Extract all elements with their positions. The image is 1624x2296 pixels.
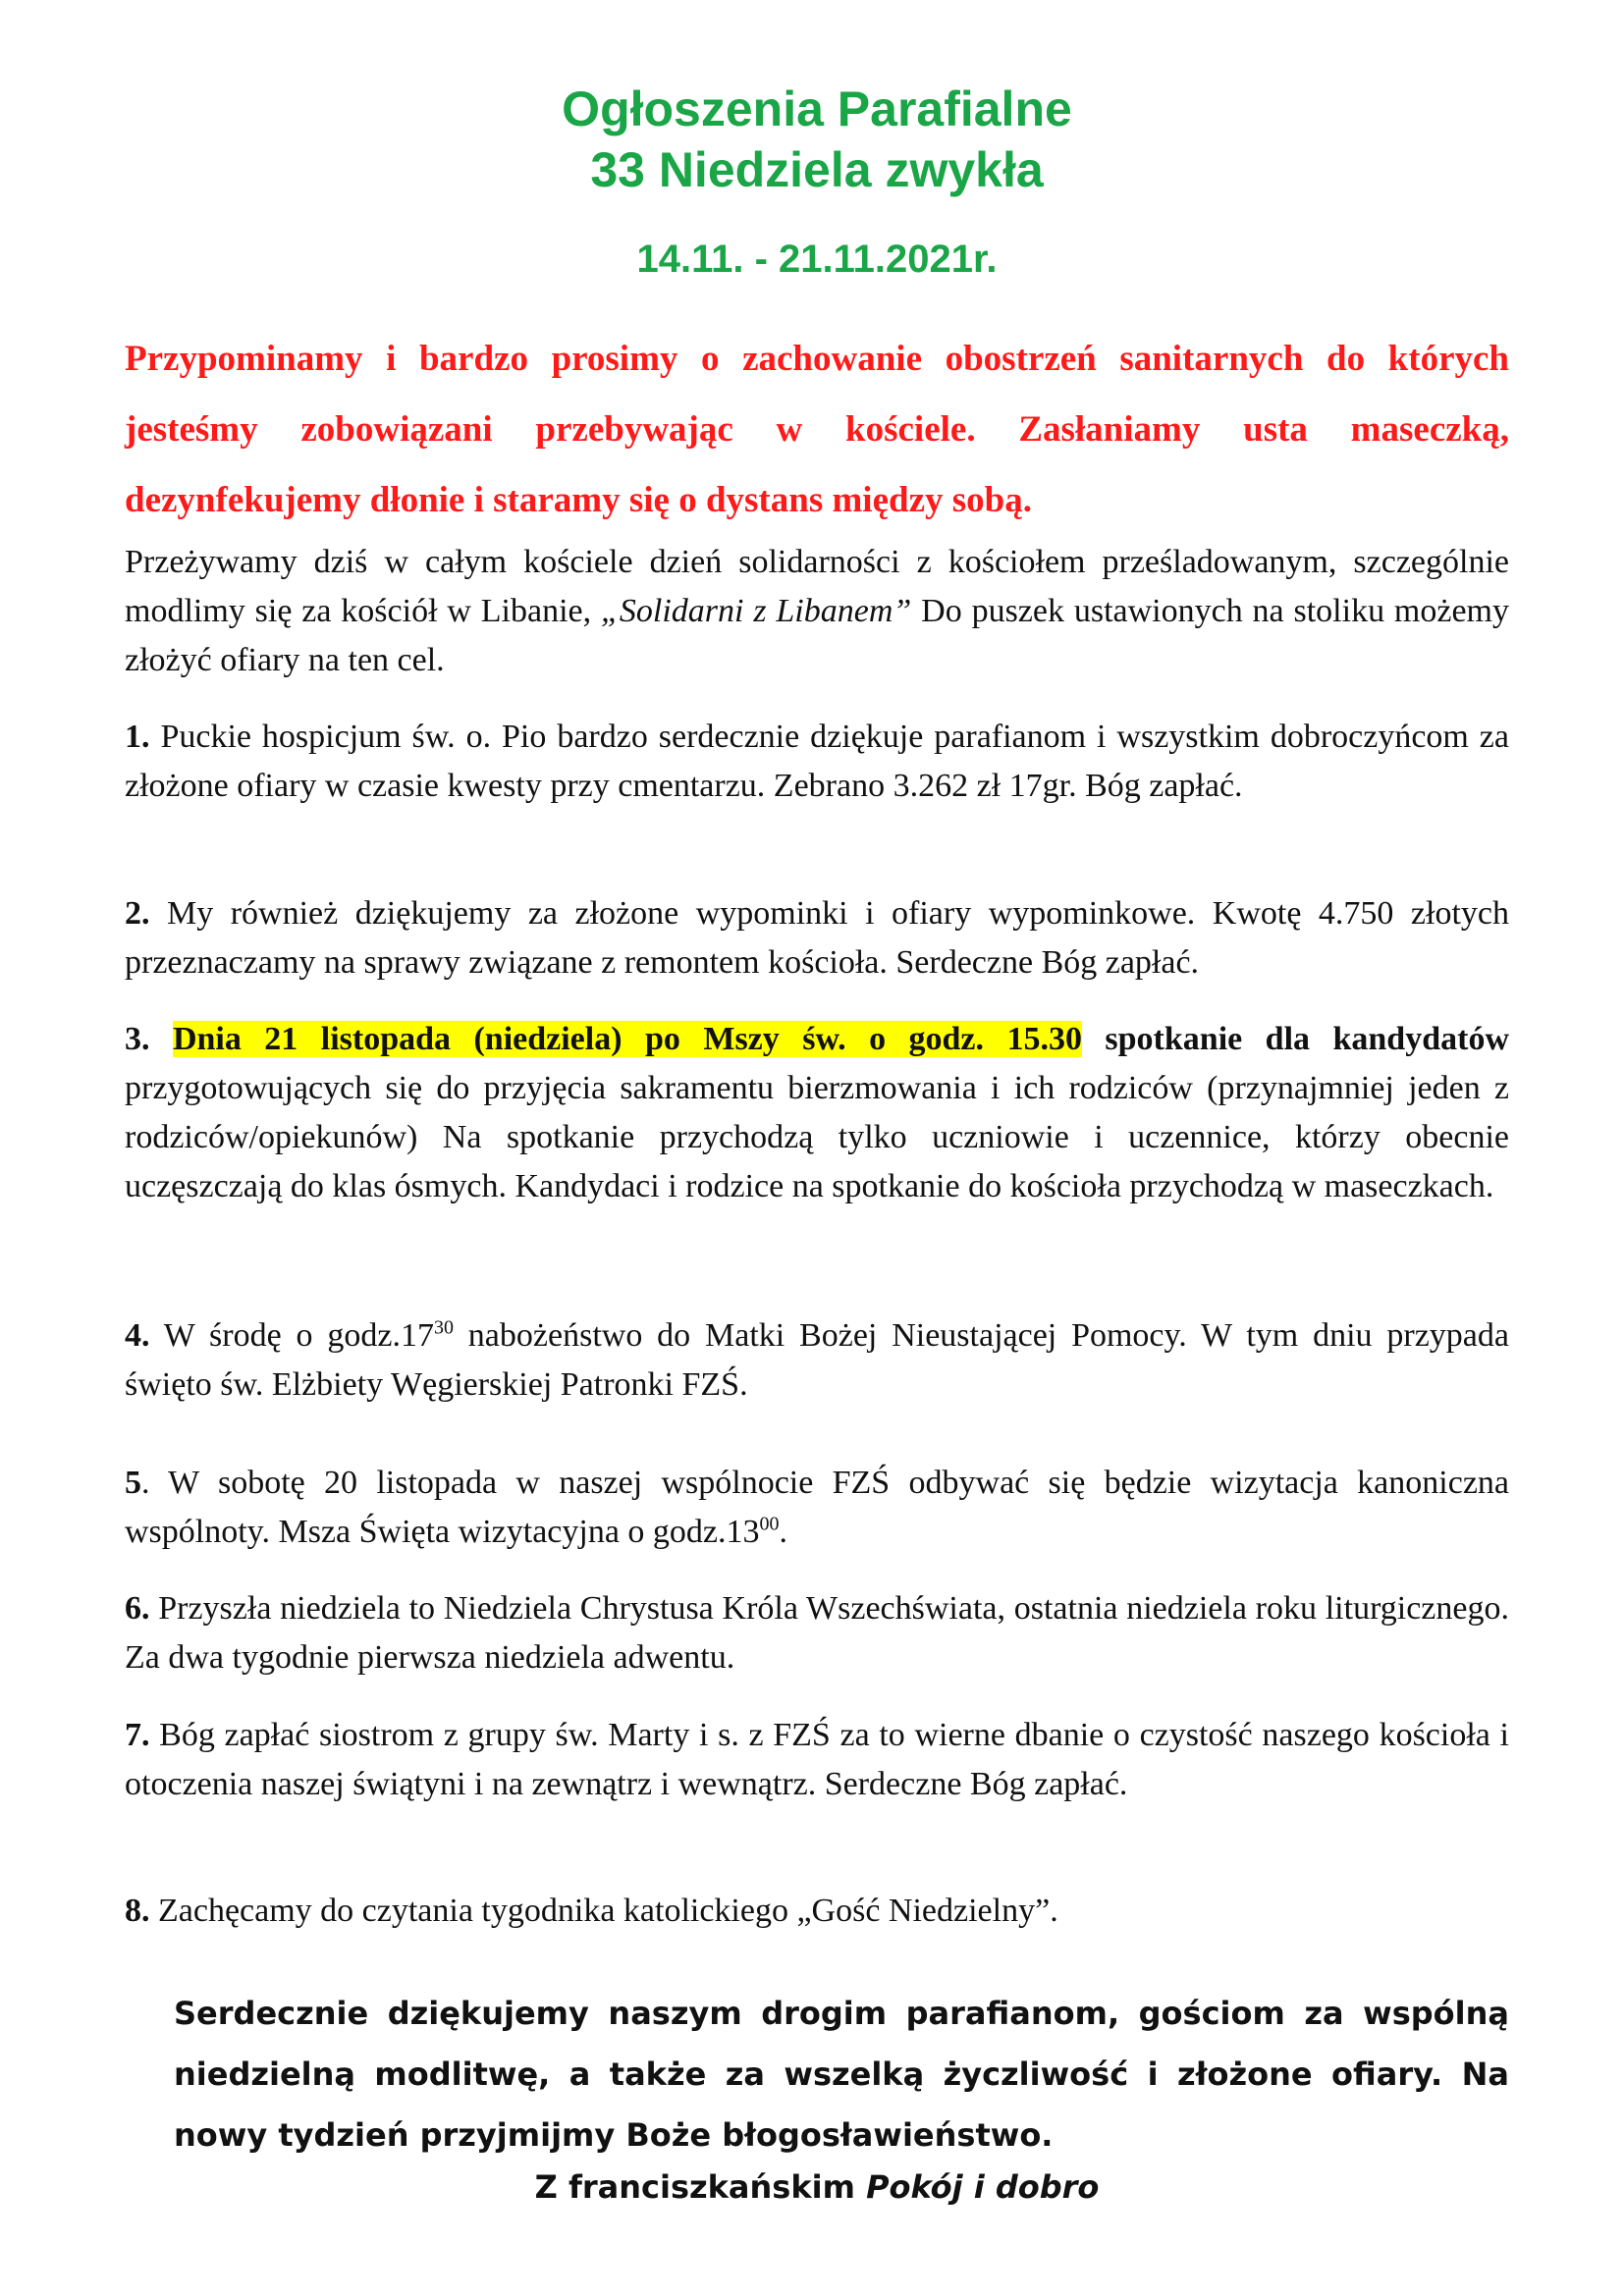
- announcement-1: [125, 713, 1509, 811]
- announcement-number: 4.: [125, 1317, 150, 1354]
- intro-italic: „Solidarni z Libanem”: [600, 593, 912, 629]
- announcement-text: My również dziękujemy za złożone wypominki i ofiary wypominkowe. Kwotę 4.750 złotych przeznaczamy na sprawy związane z remontem kościoła. Serdeczne Bóg zapłać.: [125, 895, 1509, 981]
- time-superscript: 00: [759, 1513, 780, 1535]
- intro-text: Przeżywamy dziś w całym kościele dzień solidarności z kościołem prześladowanym, szczególnie modlimy się za kościół w Libanie,: [125, 544, 1509, 629]
- announcement-number: 3.: [125, 1021, 150, 1057]
- announcement-6: [125, 1584, 1509, 1682]
- sanitary-warning: Przypominamy i bardzo prosimy o zachowanie obostrzeń sanitarnych do których jesteśmy zobowiązani przebywając w kościele. Zasłaniamy usta maseczką, dezynfekujemy dłonie i staramy się o dystans między sobą.: [125, 339, 1509, 520]
- announcement-number: 1.: [125, 719, 150, 755]
- announcement-number: 5: [125, 1465, 141, 1501]
- announcement-5: [125, 1459, 1509, 1557]
- intro-text-end: Do puszek ustawionych na stoliku możemy złożyć ofiary na ten cel.: [125, 593, 1509, 678]
- announcement-2: [125, 889, 1509, 988]
- announcement-text: Puckie hospicjum św. o. Pio bardzo serdecznie dziękuje parafianom i wszystkim dobroczyńcom za złożone ofiary w czasie kwesty przy cmentarzu. Zebrano 3.262 zł 17gr. Bóg zapłać.: [125, 719, 1509, 804]
- announcement-number: 7.: [125, 1717, 150, 1753]
- announcement-number: 8.: [125, 1893, 150, 1929]
- announcement-7: [125, 1711, 1509, 1809]
- announcement-8: [125, 1887, 1509, 1936]
- date-range: 14.11. - 21.11.2021r.: [636, 238, 998, 281]
- title-block: [125, 79, 1509, 200]
- announcement-number: 2.: [125, 895, 150, 932]
- closing-thanks: Serdecznie dziękujemy naszym drogim parafianom, gościom za wspólną niedzielną modlitwę, a także za wszelką życzliwość i złożone ofiary. Na nowy tydzień przyjmijmy Boże błogosławieństwo.: [174, 1995, 1509, 2154]
- signature-prefix: Z franciszkańskim: [534, 2168, 867, 2206]
- intro-paragraph: [125, 538, 1509, 685]
- announcement-text: W środę o godz.17: [149, 1317, 434, 1354]
- announcement-text: Zachęcamy do czytania tygodnika katolickiego „Gość Niedzielny”.: [149, 1893, 1058, 1929]
- announcement-text-end: nabożeństwo do Matki Bożej Nieustającej Pomocy. W tym dniu przypada święto św. Elżbiety Węgierskiej Patronki FZŚ.: [125, 1317, 1509, 1403]
- page-subtitle: 33 Niedziela zwykła: [590, 142, 1044, 197]
- announcement-text: . W sobotę 20 listopada w naszej wspólnocie FZŚ odbywać się będzie wizytacja kanoniczna wspólnoty. Msza Święta wizytacyjna o godz.13: [125, 1465, 1509, 1550]
- announcement-text: Bóg zapłać siostrom z grupy św. Marty i s. z FZŚ za to wierne dbanie o czystość naszego kościoła i otoczenia naszej świątyni i na zewnątrz i wewnątrz. Serdeczne Bóg zapłać.: [125, 1717, 1509, 1802]
- highlighted-date: Dnia 21 listopada (niedziela) po Mszy św. o godz. 15.30: [172, 1021, 1082, 1057]
- page-title: Ogłoszenia Parafialne: [562, 81, 1072, 136]
- announcement-text: przygotowujących się do przyjęcia sakramentu bierzmowania i ich rodziców (przynajmniej jeden z rodziców/opiekunów) Na spotkanie przychodzą tylko uczniowie i uczennice, którzy obecnie uczęszczają do klas ósmych. Kandydaci i rodzice na spotkanie do kościoła przychodzą w maseczkach.: [125, 1070, 1509, 1204]
- announcement-number: 6.: [125, 1590, 150, 1627]
- announcement-text-end: .: [779, 1514, 787, 1550]
- announcement-4: [125, 1311, 1509, 1410]
- announcement-bold: spotkanie dla kandydatów: [1081, 1021, 1510, 1057]
- announcement-3: [125, 1015, 1509, 1211]
- time-superscript: 30: [433, 1316, 454, 1339]
- signature: [125, 2165, 1509, 2209]
- signature-italic: Pokój i dobro: [866, 2168, 1100, 2206]
- announcement-text: Przyszła niedziela to Niedziela Chrystusa Króla Wszechświata, ostatnia niedziela roku liturgicznego. Za dwa tygodnie pierwsza niedziela adwentu.: [125, 1590, 1509, 1676]
